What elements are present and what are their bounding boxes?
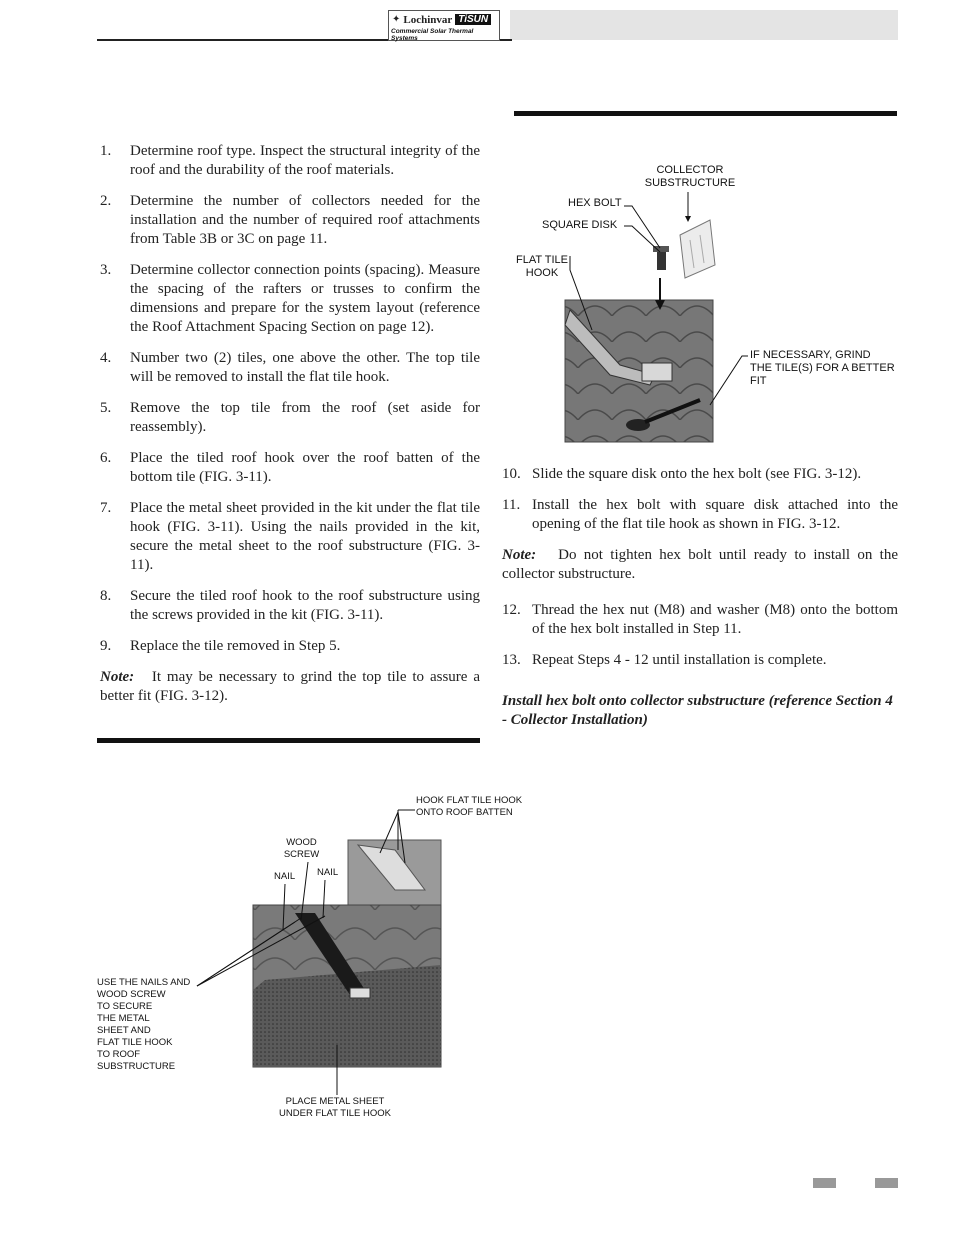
step-text: Determine roof type. Inspect the structural integrity of the roof and the durability of the roof materials.	[130, 143, 480, 178]
step-item	[100, 587, 480, 625]
step-item	[100, 399, 480, 437]
figure-3-12	[510, 160, 900, 450]
label-square-disk: SQUARE DISK	[542, 219, 618, 231]
step-text: Install the hex bolt with square disk attached into the opening of the flat tile hook as shown in FIG. 3-12.	[532, 497, 898, 532]
right-note-label: Note:	[502, 547, 537, 563]
left-note	[100, 668, 480, 706]
label-nail-left: NAIL	[274, 871, 296, 882]
step-item	[502, 601, 898, 639]
right-note	[502, 546, 898, 584]
step-number: 11.	[502, 497, 521, 513]
step-text: Number two (2) tiles, one above the other. The top tile will be removed to install the flat tile hook.	[130, 350, 480, 385]
partner-name: TiSUN	[455, 14, 491, 25]
label-flat-tile-hook: FLAT TILE HOOK	[516, 254, 568, 279]
step-number: 7.	[100, 500, 112, 516]
step-text: Repeat Steps 4 - 12 until installation is complete.	[532, 652, 827, 668]
step-number: 4.	[100, 350, 112, 366]
brand-logo	[388, 10, 500, 41]
label-metal-sheet: PLACE METAL SHEET UNDER FLAT TILE HOOK	[279, 1096, 391, 1119]
step-text: Determine the number of collectors needed for the installation and the number of required roof attachments from Table 3B or 3C on page 11.	[130, 193, 480, 247]
step-item	[502, 496, 898, 534]
brand-tagline: Commercial Solar Thermal Systems	[391, 28, 474, 42]
flame-icon: ✦	[392, 14, 401, 25]
right-column	[502, 465, 898, 745]
step-number: 8.	[100, 588, 112, 604]
step-text: Secure the tiled roof hook to the roof substructure using the screws provided in the kit (FIG. 3-11).	[130, 588, 480, 623]
right-step-list-2	[502, 601, 898, 670]
step-number: 9.	[100, 638, 112, 654]
figure-3-11	[95, 790, 535, 1130]
right-step-list	[502, 465, 898, 534]
label-use-nails: USE THE NAILS AND WOOD SCREW TO SECURE THE METAL SHEET AND FLAT TILE HOOK TO ROOF SUBSTRUCTURE	[97, 977, 191, 1072]
step-text: Place the metal sheet provided in the kit under the flat tile hook (FIG. 3-11). Using the nails provided in the kit, secure the metal sheet to the roof substructure (FIG. 3-11).	[130, 500, 480, 573]
header-band	[510, 10, 898, 40]
step-text: Determine collector connection points (spacing). Measure the spacing of the rafters or trusses to confirm the dimensions and prepare for the system layout (reference the Roof Attachment Spacing Section on page 12).	[130, 262, 480, 335]
step-item	[100, 142, 480, 180]
step-item	[100, 192, 480, 249]
footer-marker-left	[813, 1178, 836, 1188]
label-hex-bolt: HEX BOLT	[568, 197, 622, 209]
step-number: 10.	[502, 466, 521, 482]
left-column	[100, 142, 480, 718]
step-item	[100, 349, 480, 387]
note-text: It may be necessary to grind the top tile to assure a better fit (FIG. 3-12).	[100, 669, 480, 704]
label-grind: IF NECESSARY, GRIND THE TILE(S) FOR A BETTER FIT	[750, 349, 895, 387]
step-item	[502, 465, 898, 484]
step-number: 5.	[100, 400, 112, 416]
step-item	[502, 651, 898, 670]
step-number: 12.	[502, 602, 521, 618]
label-hook-batten: HOOK FLAT TILE HOOK ONTO ROOF BATTEN	[416, 795, 523, 818]
step-item	[100, 499, 480, 575]
left-step-list	[100, 142, 480, 656]
label-nail-right: NAIL	[317, 867, 339, 878]
step-number: 2.	[100, 193, 112, 209]
brand-name: Lochinvar	[403, 13, 453, 26]
label-wood-screw: WOOD SCREW	[283, 837, 320, 860]
step-item	[100, 449, 480, 487]
label-collector-substructure: COLLECTOR SUBSTRUCTURE	[644, 164, 736, 189]
step-text: Replace the tile removed in Step 5.	[130, 638, 341, 654]
section-rule-right	[514, 111, 897, 116]
step-number: 1.	[100, 143, 112, 159]
footer-marker-right	[875, 1178, 898, 1188]
note-label: Note:	[100, 669, 135, 685]
step-text: Place the tiled roof hook over the roof batten of the bottom tile (FIG. 3-11).	[130, 450, 480, 485]
step-number: 13.	[502, 652, 521, 668]
step-number: 6.	[100, 450, 112, 466]
step-number: 3.	[100, 262, 112, 278]
step-text: Slide the square disk onto the hex bolt (see FIG. 3-12).	[532, 466, 862, 482]
step-text: Thread the hex nut (M8) and washer (M8) onto the bottom of the hex bolt installed in Step 11.	[532, 602, 898, 637]
closing-instruction: Install hex bolt onto collector substructure (reference Section 4 - Collector Installation)	[502, 693, 893, 728]
step-item	[100, 261, 480, 337]
step-text: Remove the top tile from the roof (set aside for reassembly).	[130, 400, 480, 435]
right-note-text: Do not tighten hex bolt until ready to install on the collector substructure.	[502, 547, 899, 582]
section-rule-left	[97, 738, 480, 743]
step-item	[100, 637, 480, 656]
